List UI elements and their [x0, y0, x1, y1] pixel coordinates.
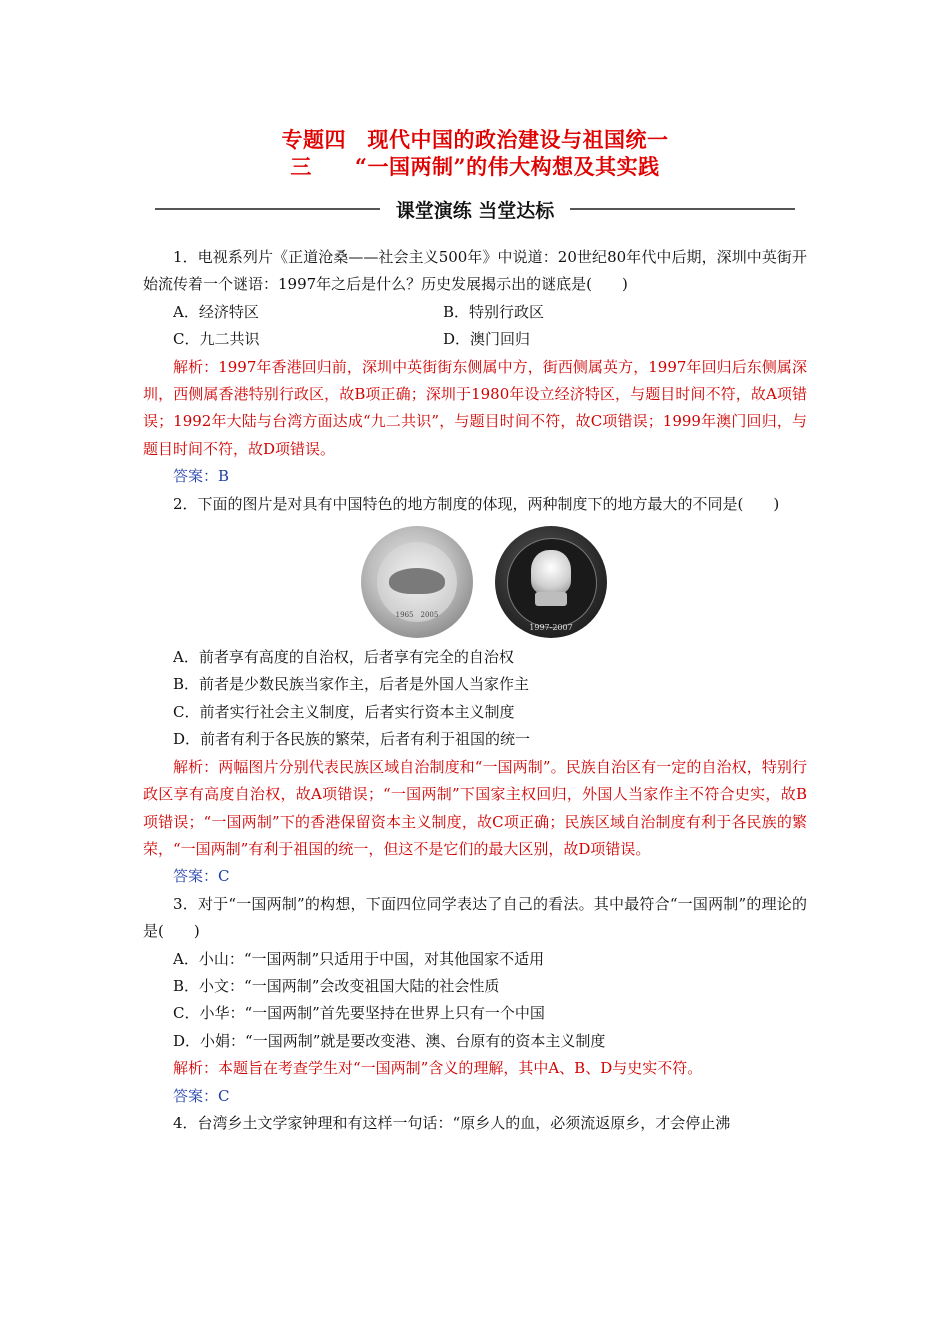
question-3-option-b: B．小文：“一国两制”会改变祖国大陆的社会性质 — [173, 976, 500, 995]
divider-left — [155, 208, 380, 210]
question-list — [143, 244, 807, 1137]
question-2-option-d: D．前者有利于各民族的繁荣，后者有利于祖国的统一 — [173, 730, 531, 749]
question-2-answer: 答案：C — [173, 867, 230, 886]
question-1-option-d: D．澳门回归 — [443, 330, 531, 349]
question-2-explanation: 解析：两幅图片分别代表民族区域自治制度和“一国两制”。民族自治区有一定的自治权，特别行政区享有高度自治权，故A项错误；“一国两制”下国家主权回归，外国人当家作主不符合史实，故B项错误；“一国两制”下的香港保留资本主义制度，故C项正确；民族区域自治制度有利于各民族的繁荣，“一国两制”有利于祖国的统一，但这不是它们的最大区别，故D项错误。 — [143, 757, 807, 858]
divider-right — [570, 208, 795, 210]
page-subtitle: 三 “一国两制”的伟大构想及其实践 — [290, 154, 660, 179]
question-3-option-a: A．小山：“一国两制”只适用于中国，对其他国家不适用 — [173, 949, 545, 968]
question-2-option-b: B．前者是少数民族当家作主，后者是外国人当家作主 — [173, 675, 530, 694]
question-3-answer: 答案：C — [173, 1086, 230, 1105]
question-1-option-b: B．特别行政区 — [443, 302, 545, 321]
question-3-explanation: 解析：本题旨在考查学生对“一国两制”含义的理解，其中A、B、D与史实不符。 — [173, 1059, 703, 1078]
section-title: 课堂演练 当堂达标 — [395, 200, 555, 222]
question-1-option-a: A．经济特区 — [173, 302, 259, 321]
section-header — [155, 196, 795, 220]
question-1-options-row2 — [143, 326, 807, 353]
question-3-option-c: C．小华：“一国两制”首先要坚持在世界上只有一个中国 — [173, 1004, 545, 1023]
coin1-years: 1965 2005 — [395, 611, 439, 620]
question-3-option-d: D．小娟：“一国两制”就是要改变港、澳、台原有的资本主义制度 — [173, 1031, 606, 1050]
page-title: 专题四 现代中国的政治建设与祖国统一 — [281, 127, 669, 152]
question-1-explanation: 解析：1997年香港回归前，深圳中英街街东侧属中方，街西侧属英方，1997年回归后东侧属深圳，西侧属香港特别行政区，故B项正确；深圳于1980年设立经济特区，与题目时间不符，故A项错误；1992年大陆与台湾方面达成“九二共识”，与题目时间不符，故C项错误；1999年澳门回归，与题目时间不符，故D项错误。 — [143, 357, 807, 458]
question-4-stem: 4．台湾乡土文学家钟理和有这样一句话：“原乡人的血，必须流返原乡，才会停止沸 — [173, 1113, 731, 1132]
question-2-option-c: C．前者实行社会主义制度，后者实行资本主义制度 — [173, 702, 515, 721]
question-2-option-a: A．前者享有高度的自治权，后者享有完全的自治权 — [173, 648, 514, 667]
hong-kong-coin-image — [495, 526, 607, 638]
question-1-stem: 1．电视系列片《正道沧桑——社会主义500年》中说道：20世纪80年代中后期，深圳中英街开始流传着一个谜语：1997年之后是什么？历史发展揭示出的谜底是( ) — [143, 248, 807, 294]
autonomous-region-coin-image — [361, 526, 473, 638]
question-3-stem: 3．对于“一国两制”的构想，下面四位同学表达了自己的看法。其中最符合“一国两制”的理论的是( ) — [143, 894, 807, 941]
coin-images — [143, 526, 807, 638]
question-2-stem: 2．下面的图片是对具有中国特色的地方制度的体现，两种制度下的地方最大的不同是( ) — [173, 494, 780, 513]
question-1-options-row1 — [143, 299, 807, 326]
coin2-years: 1997-2007 — [529, 623, 573, 633]
question-1-answer: 答案：B — [173, 467, 230, 486]
question-1-option-c: C．九二共识 — [173, 330, 260, 349]
